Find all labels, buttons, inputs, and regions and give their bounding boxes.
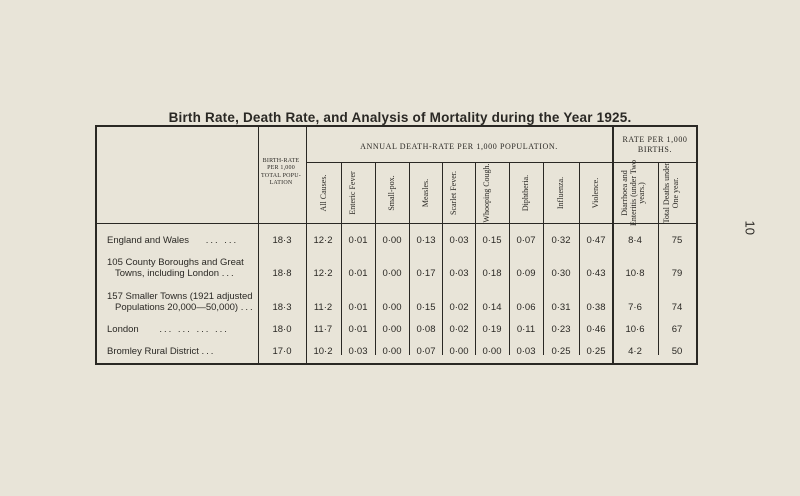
cell-birth-rate: 18·3 <box>272 302 292 313</box>
leader-dots: ... ... ... ... <box>159 324 229 335</box>
rate-per-births-header: RATE PER 1,000 BIRTHS. <box>622 135 688 154</box>
cell-diphtheria: 0·03 <box>516 346 536 357</box>
cell-diphtheria: 0·06 <box>516 302 536 313</box>
cell-scarlet: 0·03 <box>449 268 469 279</box>
cell-diarrhoea: 4·2 <box>628 346 642 357</box>
cell-whooping: 0·19 <box>482 324 502 335</box>
page-number: 10 <box>742 220 758 235</box>
cell-whooping: 0·00 <box>482 346 502 357</box>
cell-measles: 0·17 <box>416 268 436 279</box>
cell-all-causes: 11·2 <box>313 302 333 313</box>
cell-violence: 0·38 <box>586 302 606 313</box>
cell-enteric: 0·03 <box>348 346 368 357</box>
cell-whooping: 0·15 <box>482 235 502 246</box>
header-influenza: Influenza. <box>556 176 565 210</box>
cell-diarrhoea: 7·6 <box>628 302 642 313</box>
cell-smallpox: 0·00 <box>382 235 402 246</box>
cell-whooping: 0·14 <box>482 302 502 313</box>
row-label-line: Towns, including London <box>115 268 220 279</box>
cell-diphtheria: 0·11 <box>516 324 536 335</box>
cell-total-deaths: 67 <box>671 324 683 335</box>
row-label-line: 105 County Boroughs and Great <box>107 257 244 268</box>
cell-whooping: 0·18 <box>482 268 502 279</box>
cell-enteric: 0·01 <box>348 324 368 335</box>
header-whooping-cough: Whooping Cough. <box>482 163 491 223</box>
cell-all-causes: 12·2 <box>313 268 333 279</box>
cell-diarrhoea: 10·8 <box>625 268 645 279</box>
header-total-deaths-under-one: Total Deaths under One year. <box>662 162 680 224</box>
cell-total-deaths: 50 <box>671 346 683 357</box>
row-label-line: Bromley Rural District <box>107 346 199 357</box>
row-label <box>107 235 238 246</box>
row-label <box>107 257 244 279</box>
cell-birth-rate: 18·3 <box>272 235 292 246</box>
header-smallpox: Small-pox. <box>387 175 396 211</box>
cell-violence: 0·43 <box>586 268 606 279</box>
cell-violence: 0·25 <box>586 346 606 357</box>
col-divider <box>258 127 259 363</box>
cell-influenza: 0·31 <box>551 302 571 313</box>
row-label <box>107 291 255 313</box>
cell-enteric: 0·01 <box>348 235 368 246</box>
header-scarlet-fever: Scarlet Fever. <box>449 171 458 215</box>
cell-diphtheria: 0·09 <box>516 268 536 279</box>
row-label-line: 157 Smaller Towns (1921 adjusted <box>107 291 253 302</box>
cell-all-causes: 12·2 <box>313 235 333 246</box>
cell-influenza: 0·30 <box>551 268 571 279</box>
cell-influenza: 0·32 <box>551 235 571 246</box>
cell-scarlet: 0·03 <box>449 235 469 246</box>
header-violence: Violence. <box>591 177 600 209</box>
row-label-line: Populations 20,000—50,000) <box>115 302 239 313</box>
header-measles: Measles. <box>421 178 430 208</box>
cell-total-deaths: 75 <box>671 235 683 246</box>
cell-measles: 0·08 <box>416 324 436 335</box>
cell-violence: 0·47 <box>586 235 606 246</box>
header-all-causes: All Causes. <box>319 174 328 212</box>
cell-smallpox: 0·00 <box>382 268 402 279</box>
cell-all-causes: 11·7 <box>313 324 333 335</box>
cell-measles: 0·07 <box>416 346 436 357</box>
cell-enteric: 0·01 <box>348 302 368 313</box>
row-label-line: England and Wales <box>107 235 190 246</box>
cell-total-deaths: 79 <box>671 268 683 279</box>
cell-diarrhoea: 8·4 <box>628 235 642 246</box>
leader-dots: ... ... <box>205 235 239 246</box>
header-enteric-fever: Enteric Fever <box>348 171 357 215</box>
cell-violence: 0·46 <box>586 324 606 335</box>
cell-birth-rate: 18·0 <box>272 324 292 335</box>
birth-rate-header: BIRTH-RATE PER 1,000 TOTAL POPU-LATION <box>261 158 301 187</box>
row-label <box>107 324 229 335</box>
cell-total-deaths: 74 <box>671 302 683 313</box>
cell-scarlet: 0·00 <box>449 346 469 357</box>
leader-dots: ... <box>201 346 216 357</box>
header-diphtheria: Diphtheria. <box>521 174 530 212</box>
cell-influenza: 0·25 <box>551 346 571 357</box>
cell-smallpox: 0·00 <box>382 324 402 335</box>
leader-dots: ... <box>221 268 236 279</box>
cell-smallpox: 0·00 <box>382 346 402 357</box>
cell-scarlet: 0·02 <box>449 324 469 335</box>
table-title: Birth Rate, Death Rate, and Analysis of Mortality during the Year 1925. <box>168 110 632 125</box>
cell-influenza: 0·23 <box>551 324 571 335</box>
cell-all-causes: 10·2 <box>313 346 333 357</box>
cell-birth-rate: 17·0 <box>272 346 292 357</box>
cell-diarrhoea: 10·6 <box>625 324 645 335</box>
cell-smallpox: 0·00 <box>382 302 402 313</box>
row-label <box>107 346 215 357</box>
annual-death-rate-header: ANNUAL DEATH-RATE PER 1,000 POPULATION. <box>360 142 558 151</box>
cell-measles: 0·13 <box>416 235 436 246</box>
cell-measles: 0·15 <box>416 302 436 313</box>
cell-diphtheria: 0·07 <box>516 235 536 246</box>
cell-scarlet: 0·02 <box>449 302 469 313</box>
cell-enteric: 0·01 <box>348 268 368 279</box>
cell-birth-rate: 18·8 <box>272 268 292 279</box>
row-label-line: London <box>107 324 139 335</box>
header-diarrhoea-enteritis: Diarrhoea and Enteritis (under Two years.) <box>620 160 646 226</box>
leader-dots: ... <box>240 302 255 313</box>
mortality-table <box>95 125 698 365</box>
